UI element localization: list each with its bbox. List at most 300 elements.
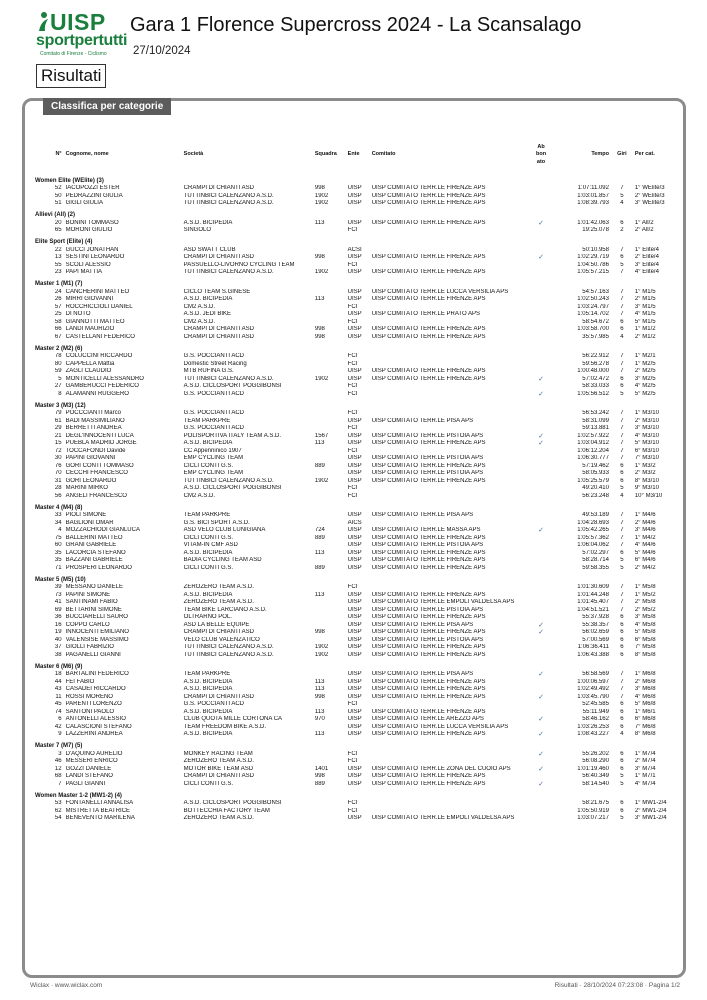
col-society-cell: A.S.D. BICIPEDIA — [183, 686, 233, 692]
col-per-cat-cell: 2° All/2 — [634, 227, 654, 233]
col-name-cell: PAPI MATTIA — [65, 269, 103, 275]
col-per-cat-cell: 4° M3/10 — [634, 432, 659, 439]
col-time-cell: 1:05:14.702 — [577, 311, 609, 317]
category-title: Master 1 (M1) (7) — [35, 281, 83, 287]
col-per-cat-cell: 6° M6/8 — [634, 716, 656, 722]
col-committee-cell: UISP COMITATO TERR.LE MASSA APS — [371, 527, 481, 533]
col-society-cell: G.S. POCCIANTI ACD — [183, 353, 245, 359]
col-number-cell: 18 — [54, 671, 62, 677]
col-team-cell — [313, 368, 346, 376]
col-society-cell: CRAMPI DI CHIANTI ASD — [183, 185, 255, 191]
col-ente-cell: FCI — [347, 227, 358, 233]
category-header-row — [33, 788, 681, 800]
col-society-cell: TEAM PARKPRE — [183, 417, 231, 424]
col-abbonato-cell: ✓ — [538, 527, 544, 534]
col-abbonato-cell — [530, 304, 552, 312]
col-committee-cell — [370, 227, 530, 235]
col-number-cell: 65 — [54, 227, 62, 233]
col-committee-cell: UISP COMITATO TERR.LE FIRENZE APS — [371, 780, 486, 787]
col-team-cell — [313, 557, 346, 565]
col-abbonato-cell — [530, 599, 552, 607]
col-laps-cell: 6 — [620, 470, 624, 476]
col-abbonato-cell — [530, 185, 552, 193]
col-number-cell: 72 — [54, 447, 62, 454]
col-name-cell: GORI LEONARDO — [65, 477, 117, 484]
col-team-cell — [313, 311, 346, 319]
col-society-cell: G.S. POCCIANTI ACD — [183, 425, 245, 431]
col-name-cell: BAZZANI GABRIELE — [65, 557, 123, 563]
table-row — [33, 478, 681, 486]
col-number-cell: 36 — [54, 614, 62, 620]
col-society-cell: A.S.D. BICIPEDIA — [183, 591, 233, 598]
col-ente-cell: UISP — [347, 693, 362, 700]
col-committee-cell: UISP COMITATO TERR.LE PISTOIA APS — [371, 470, 484, 476]
col-committee-cell — [370, 808, 530, 816]
col-laps-cell: 6 — [620, 375, 624, 382]
col-society-cell: EMP CYCLING TEAM — [183, 470, 244, 476]
col-number-cell: 25 — [54, 311, 62, 317]
col-laps-cell: 4 — [620, 731, 624, 737]
col-committee-cell — [370, 361, 530, 369]
col-abbonato-cell — [530, 724, 552, 732]
col-name-cell: SCOLI ALESSIO — [65, 261, 111, 268]
table-row — [33, 455, 681, 463]
col-number-cell: 29 — [54, 425, 62, 431]
col-per-cat-cell: 10° M3/10 — [634, 492, 663, 499]
col-laps-cell: 7 — [620, 606, 624, 613]
col-team-cell — [313, 800, 346, 808]
col-number-cell: 3 — [58, 750, 62, 757]
col-abbonato-cell — [530, 361, 552, 369]
col-society-cell: A.S.D. CICLOSPORT POGGIBONSI — [183, 800, 282, 806]
col-number-cell: 12 — [54, 765, 62, 772]
col-per-cat-cell: 4° M4/6 — [634, 542, 656, 548]
col-team-cell — [313, 353, 346, 361]
col-society-cell: CRAMPI DI CHIANTI ASD — [183, 254, 255, 260]
col-number-cell: 41 — [54, 599, 62, 605]
col-society-cell: CC Appenninico 1907 — [183, 447, 242, 454]
col-name-cell: MESSANO DANIELE — [65, 584, 123, 590]
col-committee-cell — [370, 485, 530, 493]
table-row — [33, 565, 681, 573]
col-team-cell: 998 — [314, 254, 325, 260]
col-name-cell: IACOPOZZI ESTER — [65, 185, 120, 191]
col-laps-cell: 7 — [620, 455, 624, 461]
col-team-cell — [313, 607, 346, 615]
col-ente-cell: FCI — [347, 492, 358, 499]
col-abbonato-cell — [530, 247, 552, 255]
col-per-cat-cell: 1° M5/8 — [634, 584, 656, 590]
col-laps-cell: 7 — [620, 599, 624, 605]
col-name-cell: SANTINAMI FABIO — [65, 599, 118, 605]
col-name-cell: CANCHERINI MATTEO — [65, 288, 130, 295]
col-team-cell — [313, 383, 346, 391]
col-time-cell: 19:25.078 — [582, 227, 609, 233]
col-abbonato-cell — [530, 607, 552, 615]
col-time-cell: 55:37.928 — [582, 614, 609, 620]
col-per-cat-cell: 3° M6/8 — [634, 686, 656, 692]
col-number-cell: 69 — [54, 606, 62, 613]
col-society-cell: G.S. POCCIANTI ACD — [183, 701, 245, 707]
col-abbonato-cell: ✓ — [538, 780, 544, 788]
col-society-cell: MTB RUFINA G.S. — [183, 368, 234, 374]
col-committee-cell: UISP COMITATO TERR.LE PISA APS — [371, 512, 474, 518]
col-time-cell: 58:14.540 — [582, 780, 609, 787]
col-laps-cell: 7 — [620, 671, 624, 677]
col-committee-cell — [370, 493, 530, 501]
col-committee-cell: UISP COMITATO TERR.LE FIRENZE APS — [371, 462, 486, 469]
col-committee-cell: UISP COMITATO TERR.LE LUCCA VERSILIA APS — [371, 723, 509, 730]
table-body — [33, 173, 681, 823]
col-team-cell: 113 — [314, 219, 325, 226]
col-time-cell: 1:06:12.204 — [577, 447, 609, 454]
col-abbonato-cell: ✓ — [538, 254, 544, 261]
col-society-cell: ASD LA BELLE EQUIPE — [183, 621, 250, 628]
col-laps-cell: 6 — [620, 383, 624, 389]
results-label: Risultati — [36, 64, 106, 88]
col-time-cell: 1:06:04.062 — [577, 542, 609, 548]
col-committee-cell: UISP COMITATO TERR.LE FIRENZE APS — [371, 731, 486, 737]
table-header-row — [33, 137, 681, 173]
col-name-cell: MORONI GIULIO — [65, 227, 113, 233]
col-per-cat-cell: 7° M5/8 — [634, 644, 656, 650]
col-ente-cell: FCI — [347, 584, 358, 590]
col-society-cell: OLTRARNO POL. — [183, 614, 232, 620]
results-frame — [22, 98, 686, 978]
col-name-cell: ROSSI MORENO — [65, 693, 113, 700]
table-row — [33, 614, 681, 622]
col-abbonato-cell — [530, 512, 552, 520]
col-per-cat-cell: 1° M6/1 — [634, 708, 656, 715]
col-time-cell: 59:58.355 — [582, 564, 609, 571]
col-laps-cell: 6 — [620, 644, 624, 650]
col-number-cell: 34 — [54, 519, 62, 526]
col-name-cell: PIOLI SIMONE — [65, 512, 107, 518]
table-row — [33, 512, 681, 520]
col-per-cat-cell: 5° M1/5 — [634, 318, 656, 325]
col-time-cell: 1:07:11.092 — [577, 185, 609, 191]
col-ente-cell: FCI — [347, 807, 358, 814]
table-row — [33, 485, 681, 493]
col-abbonato-cell — [530, 383, 552, 391]
category-title: Master 3 (M3) (12) — [35, 402, 86, 409]
col-number-cell: 35 — [54, 549, 62, 556]
col-society-cell: TEAM FREEDOM BIKE A.S.D. — [183, 723, 267, 730]
col-abbonato-cell — [530, 418, 552, 426]
table-row — [33, 227, 681, 235]
table-row — [33, 254, 681, 262]
col-time-cell: 1:03:58.700 — [577, 326, 609, 332]
col-name-cell: CECCHI FRANCESCO — [65, 470, 128, 476]
col-society-cell: VITAM-IN CMF ASD — [183, 542, 238, 548]
col-per-cat-cell: 1° M7/4 — [634, 750, 656, 757]
table-row — [33, 185, 681, 193]
col-abbonato-cell: ✓ — [538, 432, 544, 440]
col-team-cell — [313, 724, 346, 732]
col-name-cell: LANDI STEFANO — [65, 773, 113, 779]
col-ente-cell: FCI — [347, 390, 358, 397]
col-time-cell: 56:58.569 — [582, 671, 609, 677]
col-name-cell: PEDRAZZINI GIULIA — [65, 192, 123, 199]
col-laps-cell: 5 — [620, 485, 624, 491]
col-laps-cell: 6 — [620, 477, 624, 484]
col-ente-cell: UISP — [347, 432, 362, 439]
col-team-cell: 998 — [314, 629, 325, 635]
category-title: Master 6 (M6) (9) — [35, 663, 83, 670]
col-ente-cell: UISP — [347, 651, 362, 658]
col-society-cell: Domestic Street Racing — [183, 360, 247, 367]
col-laps-cell: 7 — [620, 591, 624, 598]
col-per-cat-cell: 1° M5/2 — [634, 591, 656, 598]
col-per-cat-cell: 4° M2/5 — [634, 383, 656, 389]
col-society-cell: TUTTINBICI CALENZANO A.S.D. — [183, 192, 274, 199]
col-ente-cell: UISP — [347, 470, 362, 476]
col-name-cell: PAGANELLI GIANNI — [65, 651, 121, 658]
col-name-cell: CAPPELLA Mattia — [65, 360, 115, 367]
col-ente-cell: FCI — [347, 353, 358, 359]
col-laps-cell: 6 — [620, 708, 624, 715]
col-committee-cell: UISP COMITATO TERR.LE FIRENZE APS — [371, 678, 486, 685]
col-time-cell: 52:45.585 — [582, 701, 609, 707]
col-name-cell: MIRRI GIOVANNI — [65, 296, 114, 302]
col-committee-cell: UISP COMITATO TERR.LE FIRENZE APS — [371, 686, 486, 692]
col-time-cell: 1:04:50.786 — [577, 261, 609, 268]
col-per-cat-cell: 1° M4/6 — [634, 512, 656, 518]
col-time-header: Tempo — [591, 151, 609, 158]
col-name-cell: GIGLI GIULIA — [65, 200, 103, 206]
category-header-row — [33, 572, 681, 584]
col-name-cell: D'AQUINO AURELIO — [65, 750, 123, 757]
col-time-cell: 1:01:44.248 — [577, 591, 609, 598]
col-committee-cell — [370, 247, 530, 255]
col-laps-cell: 6 — [620, 462, 624, 469]
col-committee-cell: UISP COMITATO TERR.LE EMPOLI VALDELSA APS — [371, 599, 515, 605]
col-abbonato-cell — [530, 520, 552, 528]
col-team-cell: 970 — [314, 716, 325, 722]
table-row — [33, 679, 681, 687]
col-time-cell: 1:05:57.215 — [577, 269, 609, 275]
col-name-cell: LANDI MAURIZIO — [65, 326, 115, 332]
col-number-cell: 74 — [54, 708, 62, 715]
col-society-cell: A.S.D. BICIPEDIA — [183, 731, 233, 737]
col-society-cell: TUTTINBICI CALENZANO A.S.D. — [183, 269, 274, 275]
col-name-cell: BADI MASSIMILIANO — [65, 417, 125, 424]
col-time-cell: 55:11.949 — [582, 708, 609, 715]
table-row — [33, 542, 681, 550]
col-time-cell: 58:05.933 — [582, 470, 609, 476]
col-time-cell: 56:23.248 — [582, 492, 609, 499]
col-abbonato-cell: ✓ — [538, 621, 544, 629]
col-time-cell: 56:02.659 — [582, 629, 609, 635]
table-row — [33, 808, 681, 816]
col-society-cell: CICLO TEAM S.GINESE — [183, 288, 251, 295]
col-per-cat-cell: 1° Elite/4 — [634, 246, 659, 253]
col-committee-cell — [370, 758, 530, 766]
col-number-cell: 57 — [54, 303, 62, 310]
col-ente-cell: UISP — [347, 455, 362, 461]
col-team-cell — [313, 584, 346, 592]
col-team-cell: 113 — [314, 731, 325, 737]
col-abbonato-cell: ✓ — [538, 440, 544, 447]
col-team-cell: 1401 — [314, 765, 329, 772]
col-laps-cell: 5 — [620, 390, 624, 397]
col-time-cell: 58:31.099 — [582, 417, 609, 424]
col-per-cat-cell: 1° MW1-2/4 — [634, 800, 667, 806]
col-name-cell: CALASCIONI STEFANO — [65, 723, 132, 730]
table-row — [33, 289, 681, 297]
col-time-cell: 58:21.675 — [582, 800, 609, 806]
col-team-cell — [313, 512, 346, 520]
col-time-cell: 50:10.958 — [582, 246, 609, 253]
col-laps-cell: 6 — [620, 254, 624, 260]
col-laps-cell: 7 — [620, 440, 624, 446]
col-abbonato-cell — [530, 455, 552, 463]
col-time-cell: 1:03:26.253 — [577, 723, 609, 730]
col-name-cell: GIOLLI FABRIZIO — [65, 644, 114, 650]
col-ente-cell: FCI — [347, 750, 358, 757]
col-time-cell: 1:05:25.579 — [577, 477, 609, 484]
col-team-cell — [313, 410, 346, 418]
col-abbonato-cell — [530, 353, 552, 361]
footer-left: Wiclax · www.wiclax.com — [30, 982, 103, 989]
col-per-cat-cell: 3° M3/10 — [634, 425, 659, 431]
col-team-cell: 1902 — [314, 200, 329, 206]
col-time-cell: 1:05:56.512 — [577, 390, 609, 397]
col-society-cell: ZEROZERO TEAM A.S.D. — [183, 599, 254, 605]
table-row — [33, 781, 681, 789]
col-number-cell: 78 — [54, 353, 62, 359]
table-row — [33, 716, 681, 724]
col-laps-cell: 7 — [620, 432, 624, 439]
col-laps-cell: 4 — [620, 200, 624, 206]
table-row — [33, 622, 681, 630]
category-header-row — [33, 659, 681, 671]
col-laps-cell: 5 — [620, 564, 624, 571]
col-per-cat-cell: 3° M7/4 — [634, 765, 656, 772]
col-per-cat-cell: 4° M5/8 — [634, 621, 656, 628]
col-time-cell: 58:33.033 — [582, 383, 609, 389]
category-title: Master 5 (M5) (10) — [35, 576, 86, 583]
col-name-cell: COPPO CARLO — [65, 621, 110, 628]
category-title: Elite Sport (Elite) (4) — [35, 239, 93, 245]
table-row — [33, 200, 681, 208]
col-number-cell: 44 — [54, 678, 62, 685]
col-society-cell: A.S.D. BICIPEDIA — [183, 708, 233, 715]
col-society-cell: BOTTECCHIA FACTORY TEAM — [183, 807, 270, 814]
col-number-cell: 22 — [54, 246, 62, 253]
col-time-cell: 1:02:29.719 — [577, 254, 609, 260]
col-per-cat-cell: 2° M6/8 — [634, 678, 656, 685]
col-name-cell: ANTONELLI ALESSIO — [65, 716, 126, 722]
col-ente-cell: UISP — [347, 417, 362, 424]
col-laps-cell: 7 — [620, 534, 624, 541]
col-abbonato-cell — [530, 334, 552, 342]
col-number-cell: 27 — [54, 383, 62, 389]
col-name-cell: FONTANELLI ANNALISA — [65, 800, 134, 806]
col-society-cell: CRAMPI DI CHIANTI ASD — [183, 629, 255, 635]
col-abbonato-cell — [530, 686, 552, 694]
col-per-cat-cell: 2° Elite/4 — [634, 254, 659, 260]
col-number-header: N° — [55, 151, 62, 158]
col-team-cell: 1902 — [314, 651, 329, 658]
col-per-cat-cell: 1° WElite/3 — [634, 185, 665, 191]
col-per-cat-cell: 4° Elite/4 — [634, 269, 659, 275]
col-name-cell: PAPINI GIOVANNI — [65, 455, 116, 461]
col-name-cell: BETTARINI SIMONE — [65, 606, 122, 613]
col-per-cat-cell: 1° M1/5 — [634, 288, 656, 295]
col-number-cell: 30 — [54, 455, 62, 461]
col-abbonato-cell — [530, 463, 552, 471]
col-team-cell — [313, 671, 346, 679]
col-society-cell: CM2 A.S.D. — [183, 492, 216, 499]
col-abbonato-cell — [530, 470, 552, 478]
col-society-cell: CRAMPI DI CHIANTI ASD — [183, 693, 255, 700]
col-name-cell: SESTINI LEONARDO — [65, 254, 125, 260]
category-title: Master 4 (M4) (8) — [35, 504, 83, 511]
col-per-cat-cell: 5° M2/5 — [634, 390, 656, 397]
col-number-cell: 40 — [54, 636, 62, 643]
col-society-cell: POLISPORTIVA ITALY TEAM A.S.D. — [183, 432, 282, 439]
col-laps-cell: 5 — [620, 815, 624, 821]
col-number-cell: 42 — [54, 723, 62, 730]
col-name-cell: PAGLI GIANNI — [65, 780, 106, 787]
col-number-cell: 66 — [54, 326, 62, 332]
table-row — [33, 440, 681, 448]
category-title: Master 7 (M7) (5) — [35, 743, 83, 749]
col-committee-cell: UISP COMITATO TERR.LE FIRENZE APS — [371, 591, 486, 598]
col-committee-cell — [370, 319, 530, 327]
col-team-cell: 1902 — [314, 269, 329, 275]
col-team-cell — [313, 614, 346, 622]
col-abbonato-cell — [530, 614, 552, 622]
event-date: 27/10/2024 — [133, 45, 191, 57]
col-per-cat-cell: 2° M7/4 — [634, 758, 656, 764]
col-per-cat-cell: 3° M1/5 — [634, 303, 656, 310]
col-team-cell — [313, 289, 346, 297]
col-time-cell: 57:02.472 — [582, 375, 609, 382]
col-per-cat-cell: 5° M3/10 — [634, 440, 659, 446]
col-committee-cell: UISP COMITATO TERR.LE FIRENZE APS — [371, 185, 486, 191]
col-abbonato-cell — [530, 493, 552, 501]
col-committee-cell: UISP COMITATO TERR.LE FIRENZE APS — [371, 254, 486, 260]
table-row — [33, 361, 681, 369]
table-row — [33, 311, 681, 319]
col-number-cell: 52 — [54, 185, 62, 191]
col-team-cell — [313, 247, 346, 255]
col-time-cell: 56:08.290 — [582, 758, 609, 764]
col-time-cell: 1:08:39.793 — [577, 200, 609, 206]
col-per-cat-cell: 6° M4/6 — [634, 557, 656, 563]
col-laps-cell: 7 — [620, 527, 624, 533]
col-number-cell: 51 — [54, 200, 62, 206]
col-committee-header: Comitato — [371, 151, 396, 158]
col-committee-cell: UISP COMITATO TERR.LE FIRENZE APS — [371, 477, 486, 484]
col-laps-cell: 7 — [620, 678, 624, 685]
table-row — [33, 410, 681, 418]
col-per-cat-cell: 2° M4/6 — [634, 519, 656, 526]
col-team-cell — [313, 391, 346, 399]
table-row — [33, 433, 681, 441]
col-society-cell: CM2 A.S.D. — [183, 318, 216, 325]
col-laps-cell: 7 — [620, 368, 624, 374]
col-time-cell: 55:26.202 — [582, 750, 609, 757]
col-committee-cell: UISP COMITATO TERR.LE FIRENZE APS — [371, 693, 486, 700]
col-ente-cell: UISP — [347, 599, 362, 605]
table-row — [33, 592, 681, 600]
col-committee-cell — [370, 391, 530, 399]
col-society-cell: CICLI CONTI G.S. — [183, 534, 234, 541]
col-name-cell: VALENSISE MASSIMO — [65, 636, 129, 643]
